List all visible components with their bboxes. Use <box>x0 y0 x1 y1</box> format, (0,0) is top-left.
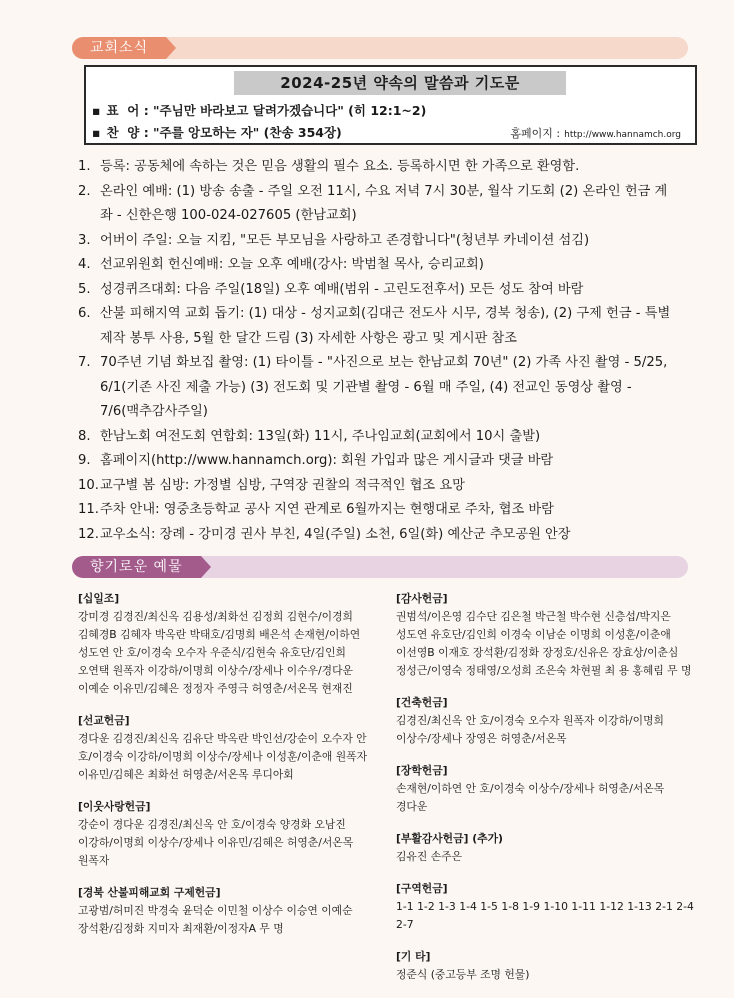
notice-text: 선교위원회 헌신예배: 오늘 오후 예배(강사: 박범철 목사, 승리교회) <box>100 257 484 272</box>
church-news-label: 교회소식 <box>72 37 166 59</box>
notice-number: 4. <box>78 257 91 272</box>
offering-group <box>396 948 696 984</box>
notice-item <box>78 253 674 278</box>
notice-text: 등록: 공동체에 속하는 것은 믿음 생활의 필수 요소. 등록하시면 한 가족으로 환영함. <box>100 159 580 174</box>
notice-text: 한남노회 여전도회 연합회: 13일(화) 11시, 주나임교회(교회에서 10시 출발) <box>100 428 541 444</box>
offering-group <box>396 762 696 816</box>
notice-text: 산불 피해지역 교회 돕기: (1) 대상 - 성지교회(김대근 전도사 시무, 경북 청송), (2) 구제 헌금 - 특별 제작 봉투 사용, 5월 한 달간 드림 (3) 자세한 사항은 광고 및 게시판 참조 <box>100 306 671 346</box>
notice-number: 12. <box>78 526 99 542</box>
notice-item <box>78 474 674 499</box>
offering-group-title: [건축헌금] <box>396 696 448 709</box>
notice-item <box>78 351 674 425</box>
notice-text: 교우소식: 장례 - 강미경 권사 부친, 4일(주일) 소천, 6일(화) 예산군 추모공원 안장 <box>100 526 571 542</box>
notice-item <box>78 425 674 450</box>
hymn-label: 찬 양 <box>106 125 140 140</box>
offering-group-names: 김경진/최신옥 안 호/이경숙 오수자 원폭자 이강하/이명희 이상수/장세나 장영은 허영춘/서온목 <box>396 714 664 745</box>
offering-group <box>78 590 368 698</box>
homepage-line <box>510 125 681 141</box>
offering-group-names: 강순이 경다운 김경진/최신옥 안 호/이경숙 양경화 오남진 이강하/이명희 이상수/장세나 이유민/김혜은 허영춘/서온목 원폭자 <box>78 818 354 867</box>
offering-group-title: [십일조] <box>78 592 120 605</box>
notice-number: 7. <box>78 355 91 370</box>
notice-number: 11. <box>78 502 99 517</box>
offering-group-names: 권범석/이은영 김수단 김은철 박근철 박수현 신층섭/박지은 성도연 유호단/김인희 이경숙 이남순 이명희 이성훈/이춘애 이선영B 이재호 장석환/김정화 장정호/신유은 장효상/이춘심 정성근/이영숙 정태영/오성희 조은숙 차현필 최 용 홍혜림 무 명 <box>396 610 692 677</box>
offerings-header <box>72 556 688 578</box>
notice-item <box>78 229 674 254</box>
offering-group-title: [감사헌금] <box>396 592 448 605</box>
motto-label: 표 어 <box>106 103 140 118</box>
notice-number: 8. <box>78 428 91 444</box>
offering-group <box>396 590 696 680</box>
notice-text: 어버이 주일: 오늘 지킴, "모든 부모님을 사랑하고 존경합니다"(청년부 카네이션 섬김) <box>100 232 590 248</box>
offering-group <box>78 798 368 870</box>
notice-item <box>78 449 674 474</box>
notice-text: 주차 안내: 영중초등학교 공사 지연 관계로 6월까지는 현행대로 주차, 협조 바람 <box>100 502 554 517</box>
offering-group-names: 경다운 김경진/최신옥 김유단 박옥란 박인선/강순이 오수자 안 호/이경숙 이강하/이명희 이상수/장세나 이성훈/이춘애 원폭자 이유민/김혜은 최화선 허영춘/서온목 루디아회 <box>78 732 368 781</box>
offering-group-title: [장학헌금] <box>396 764 448 777</box>
notice-item <box>78 302 674 351</box>
notice-number: 9. <box>78 453 91 468</box>
prayer-box <box>84 65 697 145</box>
offerings-right-column <box>396 590 696 998</box>
homepage-label: 홈페이지 : <box>510 127 561 140</box>
offering-group-title: [이웃사랑헌금] <box>78 800 151 813</box>
notices-list <box>78 155 674 547</box>
notice-text: 성경퀴즈대회: 다음 주일(18일) 오후 예배(범위 - 고린도전후서) 모든 성도 참여 바람 <box>100 281 584 297</box>
offering-group <box>396 830 696 866</box>
motto-value: "주님만 바라보고 달려가겠습니다" (히 12:1~2) <box>153 103 427 118</box>
offering-group-names: 정준식 (중고등부 조명 헌물) <box>396 968 530 981</box>
church-news-header <box>72 37 688 59</box>
notice-item <box>78 523 674 548</box>
offering-group <box>78 884 368 938</box>
notice-item <box>78 155 674 180</box>
offering-group-names: 강미경 김경진/최신옥 김용성/최화선 김정희 김현수/이경희 김혜경B 김혜자 박옥란 박태호/김명희 배은석 손재현/이하연 성도연 안 호/이경숙 오수자 우준식/김현숙 유호단/김인희 오연택 원폭자 이강하/이명희 이상수/장세나 이수우/경다운 이예순 이유민/김혜은 정정자 주영극 허영춘/서온목 현재진 <box>78 610 361 695</box>
notice-text: 온라인 예배: (1) 방송 송출 - 주일 오전 11시, 수요 저녁 7시 30분, 월삭 기도회 (2) 온라인 헌금 계좌 - 신한은행 100-024-027605 (한남교회) <box>100 183 668 223</box>
offering-group <box>396 880 696 934</box>
offerings-left-column <box>78 590 368 952</box>
offerings-label: 향기로운 예물 <box>72 556 201 578</box>
offering-group-title: [부활감사헌금] (추가) <box>396 832 503 845</box>
notice-number: 2. <box>78 183 91 199</box>
notice-number: 5. <box>78 281 91 297</box>
offering-group-title: [구역헌금] <box>396 882 448 895</box>
motto-line: ▪ 표 어 : "주님만 바라보고 달려가겠습니다" (히 12:1~2) <box>92 103 427 118</box>
offering-group <box>78 712 368 784</box>
homepage-url[interactable]: http://www.hannamch.org <box>564 130 681 140</box>
notice-number: 10. <box>78 477 99 493</box>
notice-item <box>78 498 674 523</box>
offering-group-names: 손재현/이하연 안 호/이경숙 이상수/장세나 허영춘/서온목 경다운 <box>396 782 665 813</box>
notice-text: 교구별 봄 심방: 가정별 심방, 구역장 권찰의 적극적인 협조 요망 <box>100 477 465 493</box>
notice-text: 홈페이지(http://www.hannamch.org): 회원 가입과 많은 게시글과 댓글 바람 <box>100 453 554 468</box>
hymn-value: "주를 앙모하는 자" (찬송 354장) <box>153 125 342 140</box>
notice-item <box>78 180 674 229</box>
notice-item <box>78 278 674 303</box>
offering-group-names: 1-1 1-2 1-3 1-4 1-5 1-8 1-9 1-10 1-11 1-12 1-13 2-1 2-4 2-7 <box>396 900 694 931</box>
bullet-icon: ▪ <box>92 125 101 140</box>
bullet-icon: ▪ <box>92 103 101 118</box>
offering-group-names: 김유진 손주은 <box>396 850 463 863</box>
notice-number: 6. <box>78 306 91 321</box>
offering-group-names: 고광범/허미진 박경숙 윤덕순 이민철 이상수 이승연 이예순 장석환/김정화 지미자 최재환/이정자A 무 명 <box>78 904 353 935</box>
notice-text: 70주년 기념 화보집 촬영: (1) 타이틀 - "사진으로 보는 한남교회 70년" (2) 가족 사진 촬영 - 5/25, 6/1(기존 사진 제출 가능) (3) 전도회 및 기관별 촬영 - 6월 매 주일, (4) 전교인 동영상 촬영 - 7/6(맥추감사주일) <box>100 355 668 419</box>
hymn-line: ▪ 찬 양 : "주를 앙모하는 자" (찬송 354장) <box>92 125 342 140</box>
offering-group-title: [선교헌금] <box>78 714 130 727</box>
notice-number: 3. <box>78 232 91 248</box>
offering-group-title: [기 타] <box>396 950 431 963</box>
offering-group <box>396 694 696 748</box>
offering-group-title: [경북 산불피해교회 구제헌금] <box>78 886 221 899</box>
notice-number: 1. <box>78 159 91 174</box>
prayer-title: 2024-25년 약속의 말씀과 기도문 <box>234 71 566 95</box>
